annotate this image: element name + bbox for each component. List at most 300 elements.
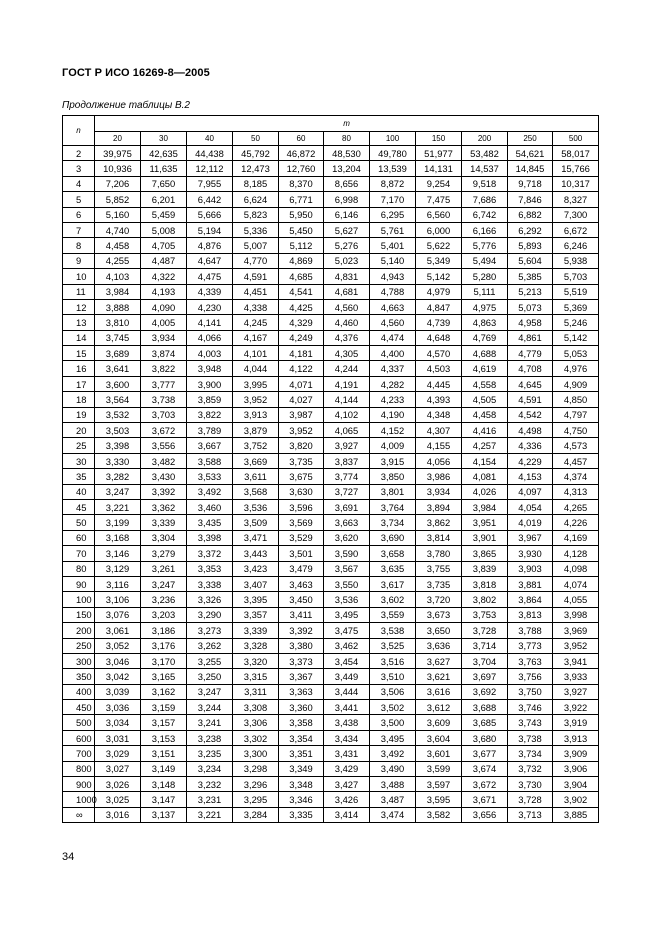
table-cell: 10,936 [95,161,141,176]
table-cell: 3,822 [187,407,233,422]
table-cell: 42,635 [141,146,187,161]
table-cell: 3,429 [324,761,370,776]
table-row [63,392,599,407]
table-cell: 4,376 [324,330,370,345]
table-cell: 3,952 [279,423,324,438]
row-label: 30 [63,453,95,468]
table-cell: 4,282 [370,376,416,391]
table-cell: 4,257 [462,438,508,453]
table-cell: 6,882 [508,207,553,222]
table-cell: 3,569 [279,515,324,530]
table-cell: 3,495 [370,730,416,745]
table-cell: 3,061 [95,623,141,638]
table-cell: 3,743 [508,715,553,730]
table-cell: 6,295 [370,207,416,222]
table-cell: 3,677 [462,746,508,761]
table-cell: 3,076 [95,607,141,622]
table-cell: 5,622 [416,238,462,253]
row-label: 19 [63,407,95,422]
table-cell: 3,550 [324,576,370,591]
table-cell: 3,881 [508,576,553,591]
column-header: 20 [95,132,141,146]
table-cell: 3,995 [233,376,279,391]
table-cell: 4,102 [324,407,370,422]
table-cell: 3,320 [233,653,279,668]
table-cell: 5,008 [141,222,187,237]
table-row [63,376,599,391]
table-cell: 3,501 [279,546,324,561]
table-cell: 3,462 [324,638,370,653]
table-cell: 3,922 [553,700,599,715]
table-cell: 5,494 [462,253,508,268]
table-cell: 3,509 [233,515,279,530]
table-cell: 4,458 [95,238,141,253]
table-cell: 4,976 [553,361,599,376]
table-cell: 3,482 [141,453,187,468]
table-cell: 5,459 [141,207,187,222]
table-cell: 4,245 [233,315,279,330]
table-cell: 3,567 [324,561,370,576]
table-cell: 4,779 [508,346,553,361]
table-cell: 4,445 [416,376,462,391]
table-cell: 5,666 [187,207,233,222]
table-cell: 3,802 [462,592,508,607]
table-header-row-m [63,116,599,132]
table-cell: 3,636 [416,638,462,653]
table-row [63,176,599,191]
table-cell: 3,850 [370,469,416,484]
row-label: 100 [63,592,95,607]
table-cell: 5,401 [370,238,416,253]
table-cell: 3,906 [553,761,599,776]
table-cell: 3,348 [279,777,324,792]
table-cell: 3,290 [187,607,233,622]
table-cell: 5,053 [553,346,599,361]
table-cell: 3,146 [95,546,141,561]
table-cell: 4,975 [462,299,508,314]
table-cell: 3,948 [187,361,233,376]
table-row [63,361,599,376]
table-cell: 3,441 [324,700,370,715]
table-cell: 4,542 [508,407,553,422]
table-cell: 5,142 [416,269,462,284]
column-header: 30 [141,132,187,146]
row-label: 90 [63,576,95,591]
row-label: 50 [63,515,95,530]
table-cell: 4,770 [233,253,279,268]
row-label: 20 [63,423,95,438]
table-cell: 3,221 [187,807,233,822]
table-cell: 3,298 [233,761,279,776]
table-cell: 3,903 [508,561,553,576]
table-cell: 3,728 [462,623,508,638]
table-cell: 3,241 [187,715,233,730]
table-row [63,684,599,699]
table-cell: 4,648 [416,330,462,345]
table-cell: 3,372 [187,546,233,561]
table-cell: 8,370 [279,176,324,191]
table-cell: 4,305 [324,346,370,361]
table-cell: 4,009 [370,438,416,453]
table-cell: 7,846 [508,192,553,207]
table-cell: 3,475 [324,623,370,638]
table-cell: 5,111 [462,284,508,299]
table-cell: 3,984 [95,284,141,299]
table-cell: 3,147 [141,792,187,807]
table-cell: 4,169 [553,530,599,545]
table-cell: 4,645 [508,376,553,391]
table-cell: 3,351 [279,746,324,761]
table-cell: 3,590 [324,546,370,561]
table-row [63,284,599,299]
table-cell: 3,247 [187,684,233,699]
table-cell: 3,502 [370,700,416,715]
table-cell: 4,458 [462,407,508,422]
table-cell: 4,876 [187,238,233,253]
table-cell: 4,154 [462,453,508,468]
table-cell: 3,315 [233,669,279,684]
table-cell: 4,831 [324,269,370,284]
table-cell: 3,674 [462,761,508,776]
table-cell: 3,685 [462,715,508,730]
table-row [63,700,599,715]
table-cell: 3,335 [279,807,324,822]
table-cell: 4,313 [553,484,599,499]
table-cell: 3,463 [279,576,324,591]
table-cell: 4,850 [553,392,599,407]
table-cell: 4,909 [553,376,599,391]
table-cell: 3,168 [95,530,141,545]
table-cell: 14,131 [416,161,462,176]
table-body [63,146,599,823]
table-cell: 3,727 [324,484,370,499]
table-cell: 5,140 [370,253,416,268]
table-cell: 3,373 [279,653,324,668]
table-cell: 4,416 [462,423,508,438]
table-cell: 3,236 [141,592,187,607]
table-cell: 3,443 [233,546,279,561]
row-label: 700 [63,746,95,761]
row-label: 500 [63,715,95,730]
table-cell: 3,492 [370,746,416,761]
table-cell: 3,930 [508,546,553,561]
table-cell: 3,434 [324,730,370,745]
table-cell: 3,046 [95,653,141,668]
table-cell: 5,023 [324,253,370,268]
n-header: n [63,116,95,146]
table-cell: 3,407 [233,576,279,591]
table-cell: 3,279 [141,546,187,561]
table-row [63,638,599,653]
table-cell: 3,927 [324,438,370,453]
table-cell: 4,374 [553,469,599,484]
table-row [63,484,599,499]
table-cell: 4,979 [416,284,462,299]
table-cell: 3,689 [95,346,141,361]
table-row [63,407,599,422]
table-cell: 3,789 [187,423,233,438]
table-cell: 3,460 [187,499,233,514]
table-cell: 3,500 [370,715,416,730]
row-label: 150 [63,607,95,622]
row-label: 60 [63,530,95,545]
table-cell: 3,300 [233,746,279,761]
table-cell: 3,234 [187,761,233,776]
table-cell: 3,398 [95,438,141,453]
table-cell: 3,435 [187,515,233,530]
table-cell: 3,616 [416,684,462,699]
table-row [63,653,599,668]
row-label: 350 [63,669,95,684]
data-table [62,115,599,823]
table-row [63,253,599,268]
table-cell: 4,329 [279,315,324,330]
table-cell: 4,591 [233,269,279,284]
table-cell: 4,400 [370,346,416,361]
table-cell: 4,153 [508,469,553,484]
table-cell: 3,250 [187,669,233,684]
table-cell: 3,231 [187,792,233,807]
table-row [63,515,599,530]
table-cell: 4,474 [370,330,416,345]
table-cell: 3,777 [141,376,187,391]
table-cell: 3,595 [416,792,462,807]
table-cell: 3,148 [141,777,187,792]
table-cell: 3,864 [508,592,553,607]
table-cell: 7,686 [462,192,508,207]
table-cell: 3,780 [416,546,462,561]
table-cell: 15,766 [553,161,599,176]
table-row [63,346,599,361]
table-cell: 5,112 [279,238,324,253]
table-cell: 6,246 [553,238,599,253]
table-cell: 5,604 [508,253,553,268]
table-cell: 3,714 [462,638,508,653]
table-cell: 3,599 [416,761,462,776]
table-cell: 4,348 [416,407,462,422]
table-cell: 4,128 [553,546,599,561]
table-cell: 5,369 [553,299,599,314]
table-cell: 3,235 [187,746,233,761]
table-cell: 5,776 [462,238,508,253]
table-cell: 3,612 [416,700,462,715]
table-cell: 3,360 [279,700,324,715]
table-cell: 3,529 [279,530,324,545]
table-cell: 3,879 [233,423,279,438]
table-row [63,469,599,484]
table-cell: 3,984 [462,499,508,514]
table-cell: 3,941 [553,653,599,668]
table-cell: 3,328 [233,638,279,653]
table-cell: 4,249 [279,330,324,345]
table-cell: 13,539 [370,161,416,176]
table-cell: 3,538 [370,623,416,638]
table-cell: 4,498 [508,423,553,438]
row-label: ∞ [63,807,95,822]
table-cell: 4,152 [370,423,416,438]
table-cell: 3,430 [141,469,187,484]
table-cell: 3,427 [324,777,370,792]
table-cell: 3,901 [462,530,508,545]
table-cell: 3,663 [324,515,370,530]
table-cell: 12,760 [279,161,324,176]
table-cell: 4,019 [508,515,553,530]
table-cell: 3,813 [508,607,553,622]
row-label: 200 [63,623,95,638]
table-cell: 4,167 [233,330,279,345]
table-cell: 3,735 [279,453,324,468]
table-row [63,499,599,514]
table-cell: 3,635 [370,561,416,576]
table-cell: 3,414 [324,807,370,822]
table-cell: 3,444 [324,684,370,699]
table-cell: 4,103 [95,269,141,284]
row-label: 2 [63,146,95,161]
table-cell: 3,029 [95,746,141,761]
row-label: 13 [63,315,95,330]
table-row [63,746,599,761]
table-cell: 3,735 [416,576,462,591]
table-cell: 3,490 [370,761,416,776]
table-cell: 3,170 [141,653,187,668]
table-cell: 4,074 [553,576,599,591]
table-cell: 4,591 [508,392,553,407]
table-cell: 12,112 [187,161,233,176]
table-cell: 5,450 [279,222,324,237]
table-cell: 3,532 [95,407,141,422]
table-cell: 3,367 [279,669,324,684]
table-cell: 6,201 [141,192,187,207]
table-cell: 5,276 [324,238,370,253]
table-cell: 3,398 [187,530,233,545]
table-cell: 3,525 [370,638,416,653]
table-cell: 3,752 [233,438,279,453]
column-header: 200 [462,132,508,146]
table-cell: 3,261 [141,561,187,576]
table-cell: 3,738 [508,730,553,745]
table-cell: 3,330 [95,453,141,468]
table-row [63,453,599,468]
table-cell: 3,492 [187,484,233,499]
table-cell: 3,556 [141,438,187,453]
table-cell: 3,764 [370,499,416,514]
table-cell: 9,718 [508,176,553,191]
table-cell: 8,872 [370,176,416,191]
table-cell: 4,144 [324,392,370,407]
table-cell: 3,952 [233,392,279,407]
table-cell: 5,761 [370,222,416,237]
table-cell: 4,307 [416,423,462,438]
table-cell: 3,904 [553,777,599,792]
table-cell: 3,474 [370,807,416,822]
table-cell: 3,788 [508,623,553,638]
table-header-row-columns [63,132,599,146]
table-cell: 3,454 [324,653,370,668]
table-cell: 3,862 [416,515,462,530]
table-cell: 3,934 [416,484,462,499]
table-cell: 4,847 [416,299,462,314]
row-label: 800 [63,761,95,776]
table-cell: 3,894 [416,499,462,514]
table-cell: 3,756 [508,669,553,684]
table-cell: 3,247 [95,484,141,499]
table-cell: 3,423 [233,561,279,576]
column-header: 80 [324,132,370,146]
table-cell: 3,596 [279,499,324,514]
table-cell: 3,597 [416,777,462,792]
table-cell: 3,203 [141,607,187,622]
table-cell: 3,933 [553,669,599,684]
table-cell: 6,292 [508,222,553,237]
table-cell: 5,703 [553,269,599,284]
table-cell: 3,600 [95,376,141,391]
column-header: 250 [508,132,553,146]
table-cell: 3,690 [370,530,416,545]
table-cell: 4,861 [508,330,553,345]
table-cell: 44,438 [187,146,233,161]
table-row [63,669,599,684]
table-cell: 3,176 [141,638,187,653]
table-cell: 39,975 [95,146,141,161]
table-row [63,315,599,330]
table-cell: 3,952 [553,638,599,653]
table-cell: 3,621 [416,669,462,684]
table-cell: 7,170 [370,192,416,207]
table-row [63,561,599,576]
table-cell: 3,617 [370,576,416,591]
table-cell: 3,902 [553,792,599,807]
table-cell: 3,153 [141,730,187,745]
table-cell: 4,191 [324,376,370,391]
row-label: 35 [63,469,95,484]
table-cell: 3,510 [370,669,416,684]
table-cell: 4,708 [508,361,553,376]
table-cell: 6,166 [462,222,508,237]
table-cell: 3,730 [508,777,553,792]
table-cell: 53,482 [462,146,508,161]
table-row [63,623,599,638]
table-cell: 3,720 [416,592,462,607]
table-cell: 5,852 [95,192,141,207]
table-cell: 14,537 [462,161,508,176]
table-cell: 3,671 [462,792,508,807]
row-label: 18 [63,392,95,407]
table-cell: 3,837 [324,453,370,468]
table-cell: 4,688 [462,346,508,361]
table-row [63,607,599,622]
table-cell: 3,601 [416,746,462,761]
table-row [63,792,599,807]
table-cell: 4,619 [462,361,508,376]
table-cell: 4,570 [416,346,462,361]
table-cell: 14,845 [508,161,553,176]
table-cell: 3,919 [553,715,599,730]
table-cell: 4,230 [187,299,233,314]
table-row [63,777,599,792]
table-cell: 4,155 [416,438,462,453]
column-header: 150 [416,132,462,146]
table-cell: 3,627 [416,653,462,668]
table-cell: 8,656 [324,176,370,191]
table-cell: 3,296 [233,777,279,792]
row-label: 40 [63,484,95,499]
table-cell: 4,336 [508,438,553,453]
table-cell: 3,311 [233,684,279,699]
table-cell: 4,337 [370,361,416,376]
table-cell: 3,609 [416,715,462,730]
table-cell: 5,823 [233,207,279,222]
table-cell: 13,204 [324,161,370,176]
